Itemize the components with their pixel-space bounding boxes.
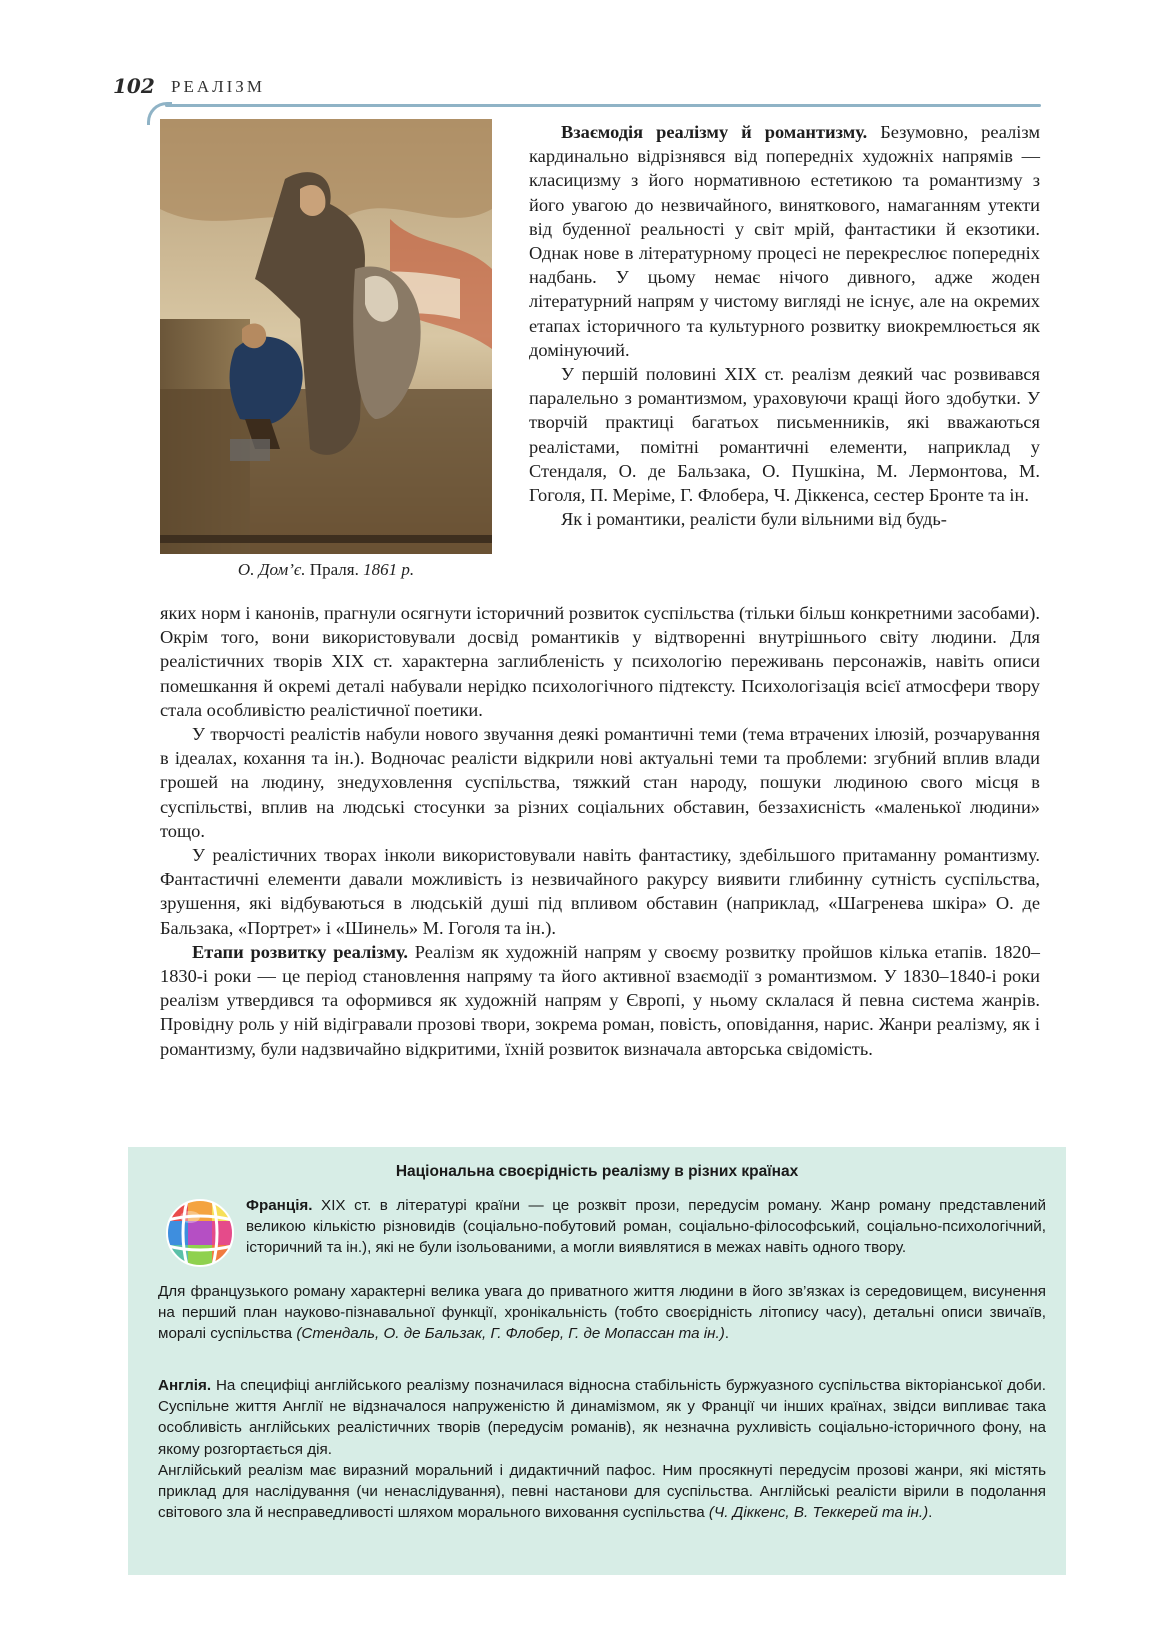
colorful-globe-icon [164,1197,236,1269]
paragraph: У першій половині XIX ст. реалізм деякий час розвивався паралельно з романтизмом, ураховуючи кращі його здобутки. У творчій практиці багатьох письменників, які вважаються реалістами, помітні романтичні елементи, наприклад у Стендаля, О. де Бальзака, О. Пушкіна, М. Лермонтова, М. Гоголя, П. Меріме, Г. Флобера, Ч. Діккенса, сестер Бронте та ін. [529,364,1040,506]
page-number: 102 [113,74,155,98]
figure-caption [160,560,492,580]
england-text: На специфіці англійського реалізму позначилася відносна стабільність буржуазного суспільства вікторіанської доби. Суспільне життя Англії не відзначалося напруженістю й динамізмом, як у Франції чи інших країнах, звідси випливає така особливість англійських реалістичних творів (передусім романів), як незначна рухливість соціально-історичного фону, на якому розгортається дія. [158,1377,1046,1458]
england-authors: (Ч. Діккенс, В. Теккерей та ін.) [708,1504,929,1522]
france-text: XIX ст. в літературі країни — це розквіт прози, передусім роману. Жанр роману представлений великою кількістю різновидів (соціально-побутовий роман, соціально-філософський, соціально-психологічний, історичний та ін.), які не були ізольованими, а могли виявлятися в межах навіть одного твору. [246,1197,1046,1257]
running-title: РЕАЛІЗМ [171,77,265,96]
page-header [113,74,1041,106]
england-section [158,1375,1046,1523]
header-rule [165,104,1041,107]
england-detail-text: Англійський реалізм має виразний моральний і дидактичний пафос. Ним просякнуті передусім прозові жанри, які містять приклад для наслідування (чи ненаслідування), певні настанови для суспільства. Англійські реалісти вірили в подолання світового зла й несправедливості шляхом морального виховання суспільства [158,1461,1046,1522]
section-heading-stages: Етапи розвитку реалізму. [192,941,408,962]
paragraph [160,940,1040,1061]
right-column-text [529,120,1040,531]
painting-image [160,119,492,554]
caption-author: О. Дом’є. [237,560,306,579]
france-label: Франція. [246,1197,313,1214]
full-width-text [160,601,1040,1061]
caption-title: Праля. [305,560,364,579]
paragraph-text: Реалізм як художній напрям у своєму розвитку пройшов кілька етапів. 1820–1830-і роки — це період становлення напряму та його активної взаємодії з романтизмом. У 1830–1840-і роки реалізм утвердився та оформився як художній напрям у Європі, у ньому склалася й певна система жанрів. Провідну роль у ній відігравали прозові твори, зокрема роман, повість, оповідання, нарис. Жанри реалізму, як і романтизму, були надзвичайно відкритими, їхній розвиток визначала авторська свідомість. [160,941,1040,1059]
england-end: . [928,1504,933,1522]
info-box [128,1147,1066,1575]
france-end: . [724,1325,730,1343]
france-intro [246,1195,1046,1259]
paragraph-continuation: яких норм і канонів, прагнули осягнути історичний розвиток суспільства (тільки більш конкретними засобами). Окрім того, вони використовували досвід романтиків у відтворенні внутрішнього світу людини. Для реалістичних творів XIX ст. характерна заглибленість у психологію переживань персонажів, навіть описи помешкання й окремі деталі набували нерідко психологічного підтексту. Психологізація всієї атмосфери твору стала особливістю реалістичної поетики. [160,603,1040,720]
paragraph-start: Як і романтики, реалісти були вільними від будь- [561,509,947,530]
paragraph [529,120,1040,362]
france-detail-text: Для французького роману характерні велика увага до приватного життя людини в його зв’язках із середовищем, висунення на перший план науково-пізнавальної функції, хронікальність (тобто своєрідність літопису часу), детальні описи звичаїв, моралі суспільства [158,1283,1046,1343]
section-heading-interaction: Взаємодія реалізму й романтизму. [561,122,868,142]
france-authors: (Стендаль, О. де Бальзак, Г. Флобер, Г. де Мопассан та ін.) [296,1325,725,1343]
paragraph: У творчості реалістів набули нового звучання деякі романтичні теми (тема втрачених ілюзій, розчарування в ідеалах, кохання та ін.). Водночас реалісти відкрили нові актуальні теми та проблеми: згубний вплив влади грошей на людину, знедуховлення суспільства, тяжкий стан народу, пошуки людиною свого місця в суспільстві, вплив на людські стосунки за різних соціальних обставин, беззахисність «маленької людини» тощо. [160,724,1040,841]
caption-year: 1861 р. [363,560,415,579]
info-box-title: Національна своєрідність реалізму в різних країнах [395,1163,799,1180]
paragraph-text: Безумовно, реалізм кардинально відрізнявся від попередніх художніх напрямів — класицизму з його нормативною естетикою та романтизму з його увагою до незвичайного, виняткового, намаганням утекти від буденної реальності у світ мрій, фантастики й екзотики. Однак нове в літературному процесі не перекреслює попередніх надбань. У цьому немає нічого дивного, адже жоден літературний напрям у чистому вигляді не існує, але на окремих етапах історичного та культурного розвитку виокремлюється як домінуючий. [529,122,1040,360]
france-detail [158,1281,1046,1345]
england-label: Англія. [158,1377,212,1394]
paragraph: У реалістичних творах інколи використовували навіть фантастику, здебільшого притаманну романтизму. Фантастичні елементи давали можливість із незвичайного ракурсу виявити глибинну сутність суспільства, зрушення, які відбуваються в людській душі під впливом обставин (наприклад, «Шагренева шкіра» О. де Бальзака, «Портрет» і «Шинель» М. Гоголя та ін.). [160,845,1040,938]
